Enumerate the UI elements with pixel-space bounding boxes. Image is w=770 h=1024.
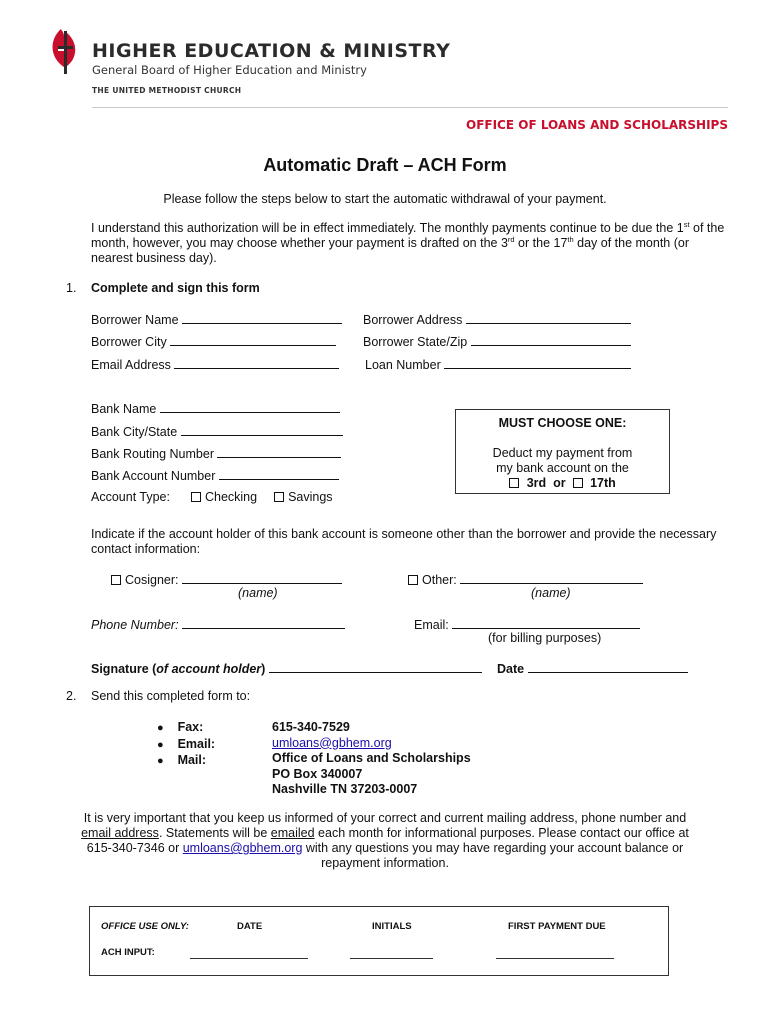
email-link[interactable]: umloans@gbhem.org [272,735,392,750]
email-address-link[interactable]: email address [81,826,159,840]
checking-checkbox[interactable] [191,492,201,502]
phone-field[interactable]: Phone Number: [91,616,345,632]
mail-line3: Nashville TN 37203-0007 [272,782,418,796]
ach-first-payment-line[interactable] [496,957,614,959]
must-choose-title: MUST CHOOSE ONE: [498,416,627,430]
email-label: Email: [177,736,216,751]
date-field[interactable]: Date [497,660,688,676]
bank-account-field[interactable]: Bank Account Number [91,467,339,483]
checking-label: Checking [204,490,258,504]
other-name-hint: (name) [531,586,571,600]
other-field[interactable]: Other: [408,571,643,587]
ach-date-line[interactable] [190,957,308,959]
draft-17th-checkbox[interactable] [573,478,583,488]
cosigner-checkbox[interactable] [111,575,121,585]
signature-field[interactable]: Signature (of account holder) [91,660,482,676]
ach-input-label: ACH INPUT: [101,947,155,958]
holder-email-field[interactable]: Email: [414,616,640,632]
office-first-payment-header: FIRST PAYMENT DUE [508,921,606,932]
mail-label: Mail: [177,753,207,767]
savings-label: Savings [288,490,333,504]
office-date-header: DATE [237,921,263,932]
borrower-city-field[interactable]: Borrower City [91,333,336,349]
org-subtitle: General Board of Higher Education and Ministry [92,63,367,77]
bank-routing-field[interactable]: Bank Routing Number [91,445,341,461]
notice-email-link[interactable]: umloans@gbhem.org [182,841,303,855]
mail-line1: Office of Loans and Scholarships [272,751,471,765]
step2-number: 2. [66,689,77,703]
intro-text: Please follow the steps below to start the automatic withdrawal of your payment. [163,192,607,206]
fax-value: 615-340-7529 [272,720,350,734]
step1-heading: Complete and sign this form [91,281,260,295]
savings-checkbox[interactable] [274,492,284,502]
other-holder-note: Indicate if the account holder of this bank account is someone other than the borrower and provide the necessary contact information: [91,527,717,556]
page-title: Automatic Draft – ACH Form [263,155,507,175]
loan-number-field[interactable]: Loan Number [365,356,631,372]
header-divider [92,107,728,108]
office-use-label: OFFICE USE ONLY: [101,921,189,932]
notice-text: It is very important that you keep us informed of your correct and current mailing address, phone number and email address. Statements will be emailed each month for informational purposes. Please contact our office at 615-340-7346 or umloans@gbhem.org with any questions you may have regarding your account balance or repayment information. [81,811,689,870]
cross-and-flame-icon [50,27,80,77]
step1-number: 1. [66,281,77,295]
send-values [272,720,471,798]
emailed-link[interactable]: emailed [270,826,315,840]
email-address-field[interactable]: Email Address [91,356,339,372]
church-name: THE UNITED METHODIST CHURCH [92,86,242,95]
must-choose-text: Deduct my payment from my bank account on the 3rd or 17th [492,446,633,490]
send-labels: ● Fax: ● Email: ● Mail: [157,720,216,767]
account-type-label: Account Type: [91,490,170,504]
mail-line2: PO Box 340007 [272,766,363,781]
draft-3rd-label: 3rd [526,476,547,490]
billing-hint: (for billing purposes) [488,631,602,645]
borrower-name-field[interactable]: Borrower Name [91,311,342,327]
office-initials-header: INITIALS [372,921,412,932]
other-checkbox[interactable] [408,575,418,585]
draft-3rd-checkbox[interactable] [509,478,519,488]
borrower-state-zip-field[interactable]: Borrower State/Zip [363,333,631,349]
office-name: OFFICE OF LOANS AND SCHOLARSHIPS [466,118,728,132]
step2-heading: Send this completed form to: [91,689,251,703]
bank-city-state-field[interactable]: Bank City/State [91,423,343,439]
cosigner-name-hint: (name) [238,586,278,600]
account-type-row [91,490,333,504]
bank-name-field[interactable]: Bank Name [91,400,340,416]
office-use-box [89,906,669,976]
borrower-address-field[interactable]: Borrower Address [363,311,631,327]
ach-initials-line[interactable] [350,957,433,959]
authorization-text: I understand this authorization will be in effect immediately. The monthly payments continue to be due the 1st of the month, however, you may choose whether your payment is drafted on the 3rd or the 17th day of the month (or nearest business day). [91,219,725,265]
org-name: HIGHER EDUCATION & MINISTRY [92,40,451,62]
fax-label: Fax: [177,720,204,734]
cosigner-field[interactable]: Cosigner: [111,571,342,587]
draft-17th-label: 17th [590,476,616,490]
